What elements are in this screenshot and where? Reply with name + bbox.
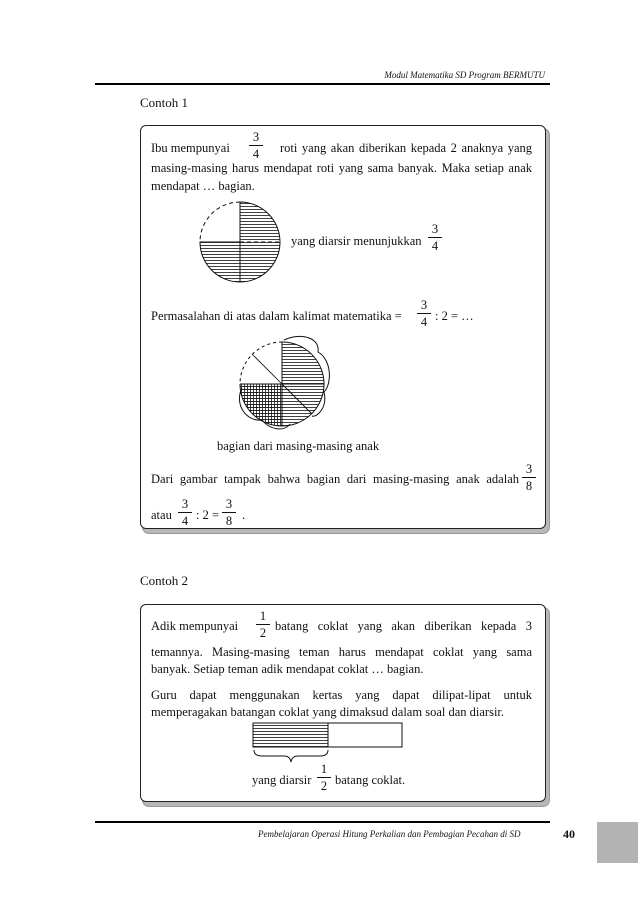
frac-den: 8 xyxy=(525,479,533,493)
frac-num: 3 xyxy=(417,298,431,314)
frac-den: 4 xyxy=(420,315,428,329)
atau-label: atau xyxy=(151,508,172,522)
frac-num: 3 xyxy=(222,497,236,513)
contoh2-line2: temannya. Masing-masing teman harus mendapat coklat yang sama xyxy=(151,645,532,659)
div-eq: : 2 = xyxy=(196,508,220,522)
frac-num: 3 xyxy=(178,497,192,513)
caption-a: yang diarsir xyxy=(252,773,312,787)
contoh1-heading: Contoh 1 xyxy=(140,95,189,110)
frac-den: 4 xyxy=(252,147,260,161)
contoh2-line1b: batang coklat yang akan diberikan kepada 3 xyxy=(275,619,532,633)
shaded-label: yang diarsir menunjukkan xyxy=(291,234,422,248)
contoh1-frac2 xyxy=(428,222,442,253)
period: . xyxy=(242,508,246,522)
contoh1-line1a: Ibu mempunyai xyxy=(151,141,230,155)
contoh1-frac5 xyxy=(178,497,192,528)
header-title: Modul Matematika SD Program BERMUTU xyxy=(384,70,545,80)
page-number: 40 xyxy=(563,827,575,841)
contoh2-line4: Guru dapat menggunakan kertas yang dapat dilipat-lipat untuk xyxy=(151,688,532,702)
contoh2-heading: Contoh 2 xyxy=(140,573,189,588)
contoh2-line5: memperagakan batangan coklat yang dimaksud dalam soal dan diarsir. xyxy=(151,705,505,719)
math-tail: : 2 = … xyxy=(435,309,474,323)
contoh2-line1a: Adik mempunyai xyxy=(151,619,239,633)
chocolate-bar-figure xyxy=(252,722,404,766)
contoh2-line3: banyak. Setiap teman adik mendapat coklat … bagian. xyxy=(151,662,424,676)
frac-num: 3 xyxy=(249,130,263,146)
frac-num: 3 xyxy=(522,462,536,478)
frac-den: 4 xyxy=(431,239,439,253)
contoh1-line1b: roti yang akan diberikan kepada 2 anaknya yang xyxy=(280,141,532,155)
contoh2-frac2 xyxy=(317,762,331,793)
contoh1-frac3 xyxy=(417,298,431,329)
conclusion-text: Dari gambar tampak bahwa bagian dari masing-masing anak adalah xyxy=(151,472,519,486)
pie-three-quarters-figure xyxy=(195,197,285,287)
contoh1-frac6 xyxy=(222,497,236,528)
footer-rule xyxy=(95,821,550,823)
frac-den: 4 xyxy=(181,514,189,528)
contoh1-line3: mendapat … bagian. xyxy=(151,179,255,193)
contoh2-frac1 xyxy=(256,609,270,640)
contoh1-frac1 xyxy=(249,130,263,161)
frac-num: 1 xyxy=(256,609,270,625)
frac-num: 3 xyxy=(428,222,442,238)
figure-caption: bagian dari masing-masing anak xyxy=(217,439,380,453)
caption-b: batang coklat. xyxy=(335,773,406,787)
frac-den: 2 xyxy=(320,779,328,793)
frac-den: 2 xyxy=(259,626,267,640)
contoh1-frac4 xyxy=(522,462,536,493)
frac-num: 1 xyxy=(317,762,331,778)
header-rule xyxy=(95,83,550,85)
math-sentence: Permasalahan di atas dalam kalimat matematika = xyxy=(151,309,402,323)
frac-den: 8 xyxy=(225,514,233,528)
footer-text: Pembelajaran Operasi Hitung Perkalian dan Pembagian Pecahan di SD xyxy=(258,829,521,839)
pie-divided-figure xyxy=(232,332,332,432)
page-tab-block xyxy=(597,822,638,863)
contoh1-line2: masing-masing harus mendapat roti yang sama banyak. Maka setiap anak xyxy=(151,161,532,175)
